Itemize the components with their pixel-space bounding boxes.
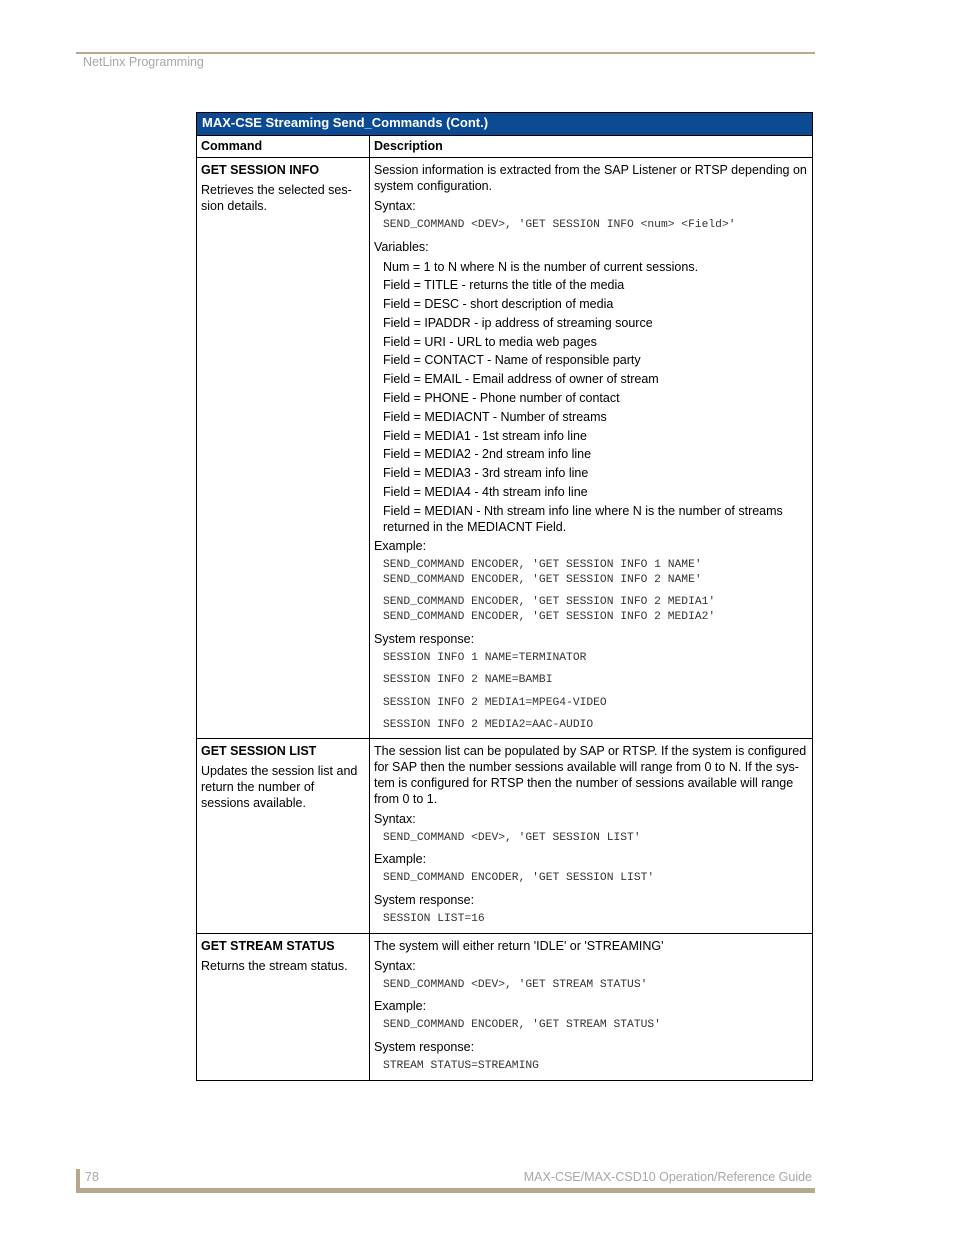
footer-rule [76,1188,815,1193]
example-label: Example: [374,852,427,867]
command-name: GET STREAM STATUS [201,938,335,953]
command-summary: Retrieves the selected ses- sion details. [201,183,352,213]
list-item: Field = MEDIA1 - 1st stream info line [383,428,587,443]
table-row [197,158,813,739]
response-label: System response: [374,1039,475,1054]
command-name: GET SESSION INFO [201,163,320,177]
syntax-code: SEND_COMMAND <DEV>, 'GET SESSION INFO <num> <Field>' [383,219,736,231]
page-number: 78 [85,1170,99,1184]
commands-table [196,112,813,1081]
list-item: Num = 1 to N where N is the number of current sessions. [383,259,699,274]
example-code: SEND_COMMAND ENCODER, 'GET SESSION LIST' [383,872,655,885]
guide-title: MAX-CSE/MAX-CSD10 Operation/Reference Guide [523,1170,812,1184]
list-item: Field = IPADDR - ip address of streaming source [383,315,653,330]
syntax-label: Syntax: [374,958,416,973]
list-item: Field = DESC - short description of media [383,297,614,312]
example-code: SEND_COMMAND ENCODER, 'GET STREAM STATUS' [383,1019,661,1032]
list-item: Field = MEDIA3 - 3rd stream info line [383,466,589,481]
variables-label: Variables: [374,239,429,254]
response-code: STREAM STATUS=STREAMING [383,1059,539,1072]
table-title: MAX-CSE Streaming Send_Commands (Cont.) [197,113,813,136]
response-code: SESSION INFO 1 NAME=TERMINATOR [383,651,587,664]
response-code: SESSION INFO 2 MEDIA1=MPEG4-VIDEO [383,696,607,709]
command-name: GET SESSION LIST [201,743,317,758]
column-header-description: Description [370,136,813,158]
example-code: SEND_COMMAND ENCODER, 'GET SESSION INFO 2 MEDIA1' SEND_COMMAND ENCODER, 'GET SESSION INFO 2 MEDIA2' [383,595,716,624]
example-label: Example: [374,538,427,553]
syntax-code: SEND_COMMAND <DEV>, 'GET STREAM STATUS' [383,978,648,991]
syntax-label: Syntax: [374,199,416,213]
response-code: SESSION INFO 2 MEDIA2=AAC-AUDIO [383,719,594,732]
list-item: Field = MEDIA2 - 2nd stream info line [383,447,592,462]
list-item: Field = CONTACT - Name of responsible party [383,353,641,368]
command-intro: Session information is extracted from the SAP Listener or RTSP depending on system configuration. [374,163,807,193]
column-header-command: Command [197,136,370,158]
list-item: Field = PHONE - Phone number of contact [383,391,620,406]
list-item: Field = EMAIL - Email address of owner of stream [383,372,659,387]
syntax-code: SEND_COMMAND <DEV>, 'GET SESSION LIST' [383,831,641,844]
header-rule [76,52,815,54]
list-item: Field = TITLE - returns the title of the media [383,278,625,293]
command-intro: The system will either return 'IDLE' or 'STREAMING' [374,938,664,953]
syntax-label: Syntax: [374,811,416,826]
command-intro: The session list can be populated by SAP or RTSP. If the system is configured for SAP then the number sessions available will range from 0 to N. If the sys-tem is configured for RTSP then the number of sessions available will range from 0 to 1. [374,743,807,806]
list-item: Field = URI - URL to media web pages [383,334,597,349]
command-summary: Returns the stream status. [201,958,348,973]
response-code: SESSION LIST=16 [383,912,485,925]
table-row [197,933,813,1080]
list-item: Field = MEDIAN - Nth stream info line where N is the number of streams returned in the MEDIACNT Field. [383,503,783,534]
response-code: SESSION INFO 2 NAME=BAMBI [383,674,553,687]
section-header: NetLinx Programming [83,55,204,69]
response-label: System response: [374,892,475,907]
variables-list [374,259,808,535]
list-item: Field = MEDIACNT - Number of streams [383,409,607,424]
example-label: Example: [374,999,427,1014]
example-code: SEND_COMMAND ENCODER, 'GET SESSION INFO 1 NAME' SEND_COMMAND ENCODER, 'GET SESSION INFO 2 NAME' [383,558,702,587]
response-label: System response: [374,631,475,646]
table-row [197,738,813,933]
command-summary: Updates the session list and return the number of sessions available. [201,763,358,810]
list-item: Field = MEDIA4 - 4th stream info line [383,485,588,500]
